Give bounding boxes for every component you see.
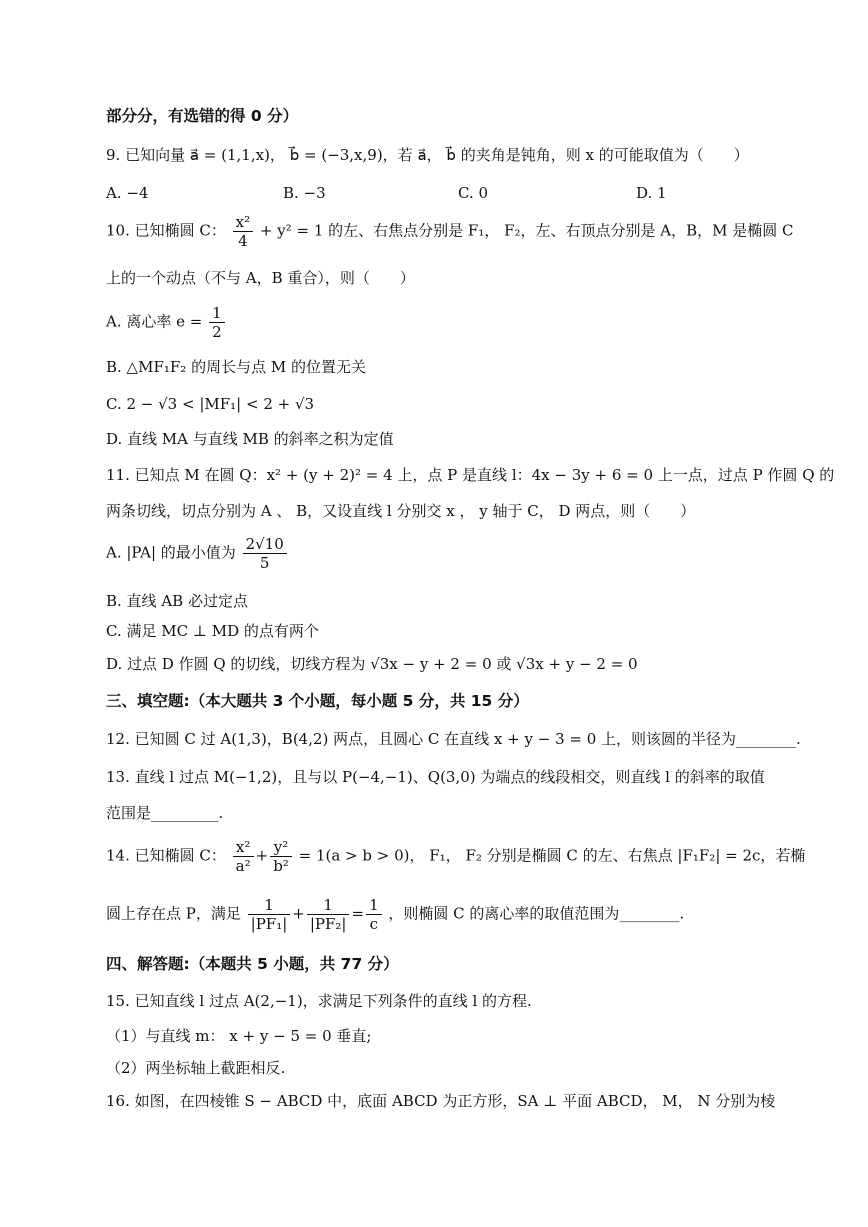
q14-prefix: 14. 已知椭圆 C： <box>106 846 226 865</box>
q14-recip1-den: |PF₁| <box>250 915 288 933</box>
section-3-heading: 三、填空题:（本大题共 3 个小题，每小题 5 分，共 15 分） <box>106 692 529 710</box>
q11-option-b: B. 直线 AB 必过定点 <box>106 592 248 610</box>
question-9: 9. 已知向量 a⃗ = (1,1,x)， b⃗ = (−3,x,9)，若 a⃗， b⃗ 的夹角是钝角，则 x 的可能取值为（ ） <box>106 146 749 164</box>
q9-option-c: C. 0 <box>458 184 489 202</box>
question-16: 16. 如图，在四棱锥 S − ABCD 中，底面 ABCD 为正方形，SA ⊥ 平面 ABCD， M， N 分别为棱 <box>106 1092 776 1110</box>
q14-line2-suffix: ，则椭圆 C 的离心率的取值范围为________. <box>388 904 685 923</box>
q10-frac-den: 4 <box>238 232 248 250</box>
q14-recip3-den: c <box>369 915 379 933</box>
question-10-line2: 上的一个动点（不与 A，B 重合），则（ ） <box>106 269 415 287</box>
question-15: 15. 已知直线 l 过点 A(2,−1)，求满足下列条件的直线 l 的方程. <box>106 992 532 1010</box>
q11-option-a <box>106 535 289 572</box>
q9-option-b: B. −3 <box>283 184 326 202</box>
q10-option-d: D. 直线 MA 与直线 MB 的斜率之积为定值 <box>106 430 394 448</box>
q14-recip-3 <box>366 896 382 933</box>
q10-prefix: 10. 已知椭圆 C： <box>106 221 226 240</box>
q11-option-c: C. 满足 MC ⊥ MD 的点有两个 <box>106 622 319 640</box>
section-4-heading: 四、解答题:（本题共 5 小题，共 77 分） <box>106 955 399 973</box>
q11-option-d: D. 过点 D 作圆 Q 的切线，切线方程为 √3x − y + 2 = 0 或 √3x + y − 2 = 0 <box>106 655 638 673</box>
q14-recip2-num: 1 <box>307 896 350 915</box>
q10-option-c: C. 2 − √3 < |MF₁| < 2 + √3 <box>106 395 315 413</box>
q14-fraction-1 <box>233 838 254 875</box>
q10a-frac-num: 1 <box>209 304 225 323</box>
q14-frac2-den: b² <box>273 857 289 875</box>
q10-option-b: B. △MF₁F₂ 的周长与点 M 的位置无关 <box>106 358 366 376</box>
q10-frac-num: x² <box>233 213 253 232</box>
q14-recip-1 <box>248 896 291 933</box>
q14-recip3-num: 1 <box>366 896 382 915</box>
q14-recip2-den: |PF₂| <box>309 915 347 933</box>
q10a-frac-den: 2 <box>212 323 222 341</box>
question-14-line2: 圆上存在点 P，满足 $\frac{1}{\text{|PF₁|}}$ + $\frac{1}{\text{|PF₂|}}$ = $\frac{1}{c}$ ，则椭圆 C 的离心率的取值范围为________. <box>106 896 685 933</box>
q10-suffix: + y² = 1 的左、右焦点分别是 F₁， F₂，左、右顶点分别是 A，B，M 是椭圆 C <box>259 221 794 240</box>
q10-option-a <box>106 304 227 341</box>
q10-fraction <box>233 213 253 250</box>
q11a-fraction <box>243 535 287 572</box>
q14-suffix: = 1(a > b > 0)， F₁， F₂ 分别是椭圆 C 的左、右焦点 |F₁F₂| = 2c，若椭 <box>298 846 806 865</box>
question-11: 11. 已知点 M 在圆 Q：x² + (y + 2)² = 4 上，点 P 是直线 l：4x − 3y + 6 = 0 上一点，过点 P 作圆 Q 的 <box>106 466 835 484</box>
section-note: 部分分，有选错的得 0 分） <box>106 107 299 125</box>
q9-option-a: A. −4 <box>106 184 149 202</box>
question-15-part-1: （1）与直线 m： x + y − 5 = 0 垂直; <box>106 1027 372 1045</box>
q14-fraction-2 <box>270 838 292 875</box>
question-14: 14. 已知椭圆 C： $\frac{\text{x²}}{\text{a²}}$ + $\frac{\text{y²}}{\text{b²}}$ = 1(a > b > 0)， F₁， F₂ 分别是椭圆 C 的左、右焦点 |F₁F₂| = 2c，若椭 <box>106 838 806 875</box>
q11a-frac-den: 5 <box>259 554 270 572</box>
q11a-frac-num: 2√10 <box>243 535 287 554</box>
question-13-line2: 范围是_________. <box>106 804 224 822</box>
question-10 <box>106 213 794 250</box>
q14-frac2-num: y² <box>270 838 292 857</box>
question-11-line2: 两条切线，切点分别为 A 、 B，又设直线 l 分别交 x ， y 轴于 C， D 两点，则（ ） <box>106 502 696 520</box>
q14-recip-2 <box>307 896 350 933</box>
q10a-prefix: A. 离心率 e = <box>106 312 203 331</box>
q10a-fraction <box>209 304 225 341</box>
question-12: 12. 已知圆 C 过 A(1,3)，B(4,2) 两点，且圆心 C 在直线 x + y − 3 = 0 上，则该圆的半径为________. <box>106 730 801 748</box>
q11a-prefix: A. |PA| 的最小值为 <box>106 543 236 562</box>
q14-line2-prefix: 圆上存在点 P，满足 <box>106 904 241 923</box>
question-13: 13. 直线 l 过点 M(−1,2)，且与以 P(−4,−1)、Q(3,0) 为端点的线段相交，则直线 l 的斜率的取值 <box>106 768 765 786</box>
q14-recip1-num: 1 <box>248 896 291 915</box>
q9-option-d: D. 1 <box>636 184 667 202</box>
question-15-part-2: （2）两坐标轴上截距相反. <box>106 1059 286 1077</box>
q14-frac1-den: a² <box>235 857 251 875</box>
q14-frac1-num: x² <box>233 838 254 857</box>
